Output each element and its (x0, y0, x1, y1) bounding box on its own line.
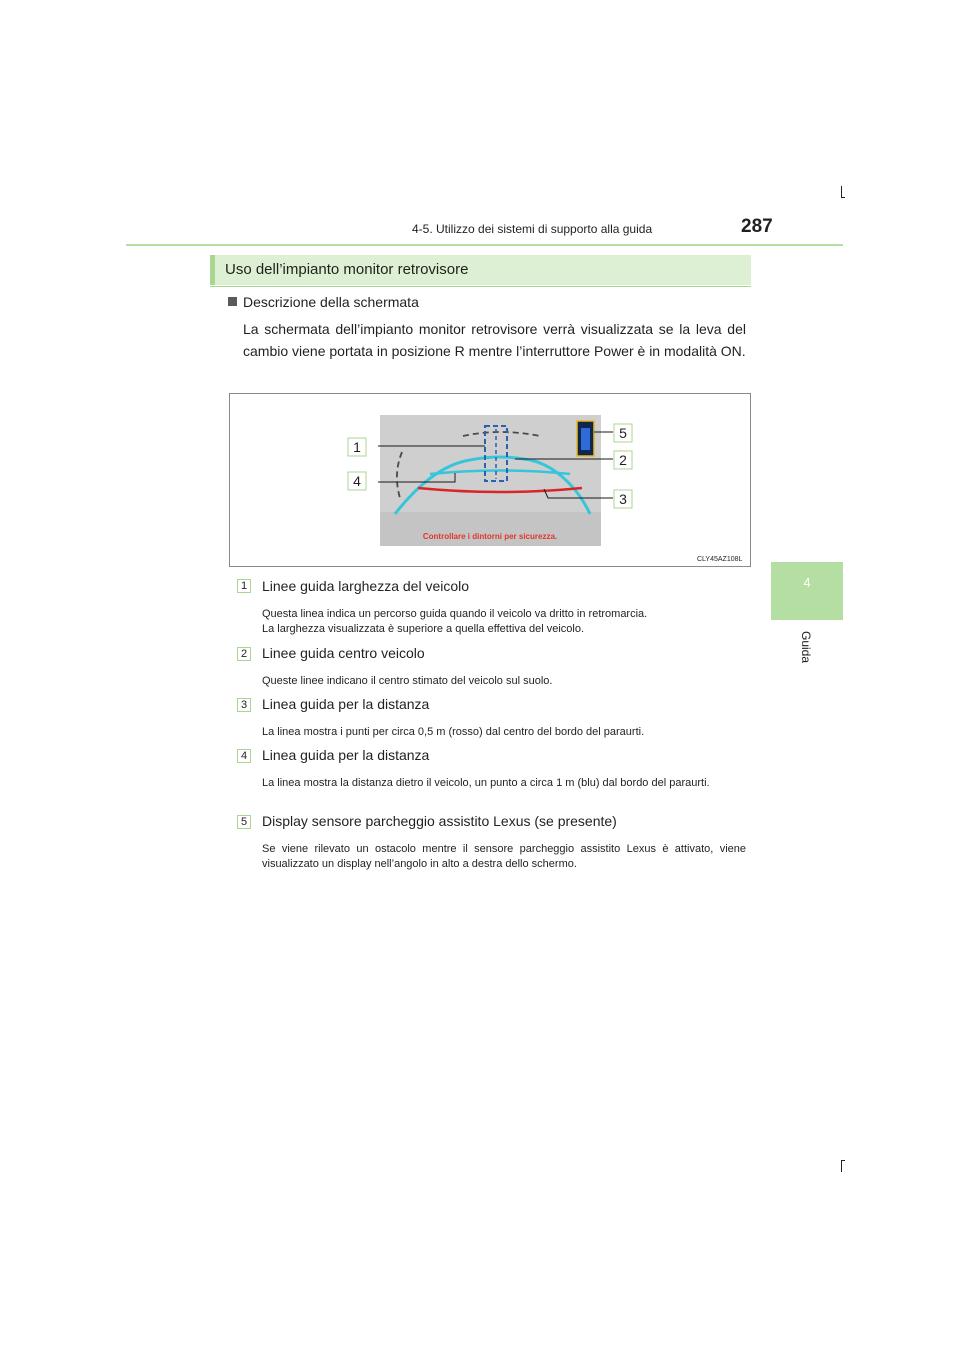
callout-number-5: 5 (619, 425, 627, 441)
item-desc-5-line-1: Se viene rilevato un ostacolo mentre il sensore parcheggio assistito Lexus è attivato, viene visualizzato un display nell’angolo in alto a destra dello schermo. (262, 843, 746, 870)
item-desc-3-line-1: La linea mostra i punti per circa 0,5 m (rosso) dal centro del bordo del paraurti. (262, 726, 645, 738)
chapter-tab-number: 4 (803, 575, 811, 590)
item-title-4: Linea guida per la distanza (262, 747, 430, 763)
item-number-3: 3 (237, 698, 251, 712)
subsection-heading (228, 294, 419, 310)
crop-mark-top-foot (841, 197, 845, 198)
subsection-heading-text: Descrizione della schermata (243, 294, 419, 310)
item-title-3: Linea guida per la distanza (262, 696, 430, 712)
item-desc-4-line-1: La linea mostra la distanza dietro il veicolo, un punto a circa 1 m (blu) dal bordo del paraurti. (262, 777, 710, 789)
crop-mark-bottom-foot (841, 1160, 845, 1161)
section-title: Uso dell’impianto monitor retrovisore (225, 261, 469, 278)
callout-number-2: 2 (619, 452, 627, 468)
chapter-tab (771, 562, 843, 620)
callout-number-3: 3 (619, 491, 627, 507)
section-heading-accent (210, 255, 215, 285)
item-desc-2 (262, 674, 746, 689)
item-desc-4 (262, 776, 746, 791)
callout-number-4: 4 (353, 473, 361, 489)
square-bullet-icon (228, 297, 237, 306)
item-number-5: 5 (237, 815, 251, 829)
item-number-1: 1 (237, 579, 251, 593)
item-desc-3 (262, 725, 746, 740)
chapter-tab-label: Guida (799, 630, 813, 664)
screen-safety-caption: Controllare i dintorni per sicurezza. (422, 532, 558, 541)
item-number-2: 2 (237, 647, 251, 661)
subsection-paragraph: La schermata dell’impianto monitor retrovisore verrà visualizzata se la leva del cambio viene portata in posizione R mentre l’interruttore Power è in modalità ON. (243, 321, 746, 359)
item-desc-2-line-1: Queste linee indicano il centro stimato del veicolo sul suolo. (262, 675, 553, 687)
item-number-4: 4 (237, 749, 251, 763)
figure-code: CLY45AZ108L (697, 556, 743, 563)
item-title-2: Linee guida centro veicolo (262, 645, 425, 661)
crop-mark-bottom (841, 1160, 842, 1172)
item-title-1: Linee guida larghezza del veicolo (262, 578, 470, 594)
header-divider (126, 244, 843, 246)
rear-monitor-illustration (230, 394, 750, 566)
item-desc-5 (262, 842, 746, 872)
item-title-5: Display sensore parcheggio assistito Lexus (se presente) (262, 813, 617, 829)
item-desc-1-line-1: Questa linea indica un percorso guida quando il veicolo va dritto in retromarcia. (262, 608, 648, 620)
page-number: 287 (741, 216, 773, 237)
header-section-reference: 4-5. Utilizzo dei sistemi di supporto alla guida (412, 222, 653, 236)
parking-sensor-car-icon (581, 428, 590, 450)
item-desc-1-line-2: La larghezza visualizzata è superiore a quella effettiva del veicolo. (262, 623, 585, 635)
callout-number-1: 1 (353, 439, 361, 455)
rear-monitor-figure (229, 393, 751, 567)
section-heading-underline (210, 286, 751, 287)
item-desc-1 (262, 607, 746, 637)
